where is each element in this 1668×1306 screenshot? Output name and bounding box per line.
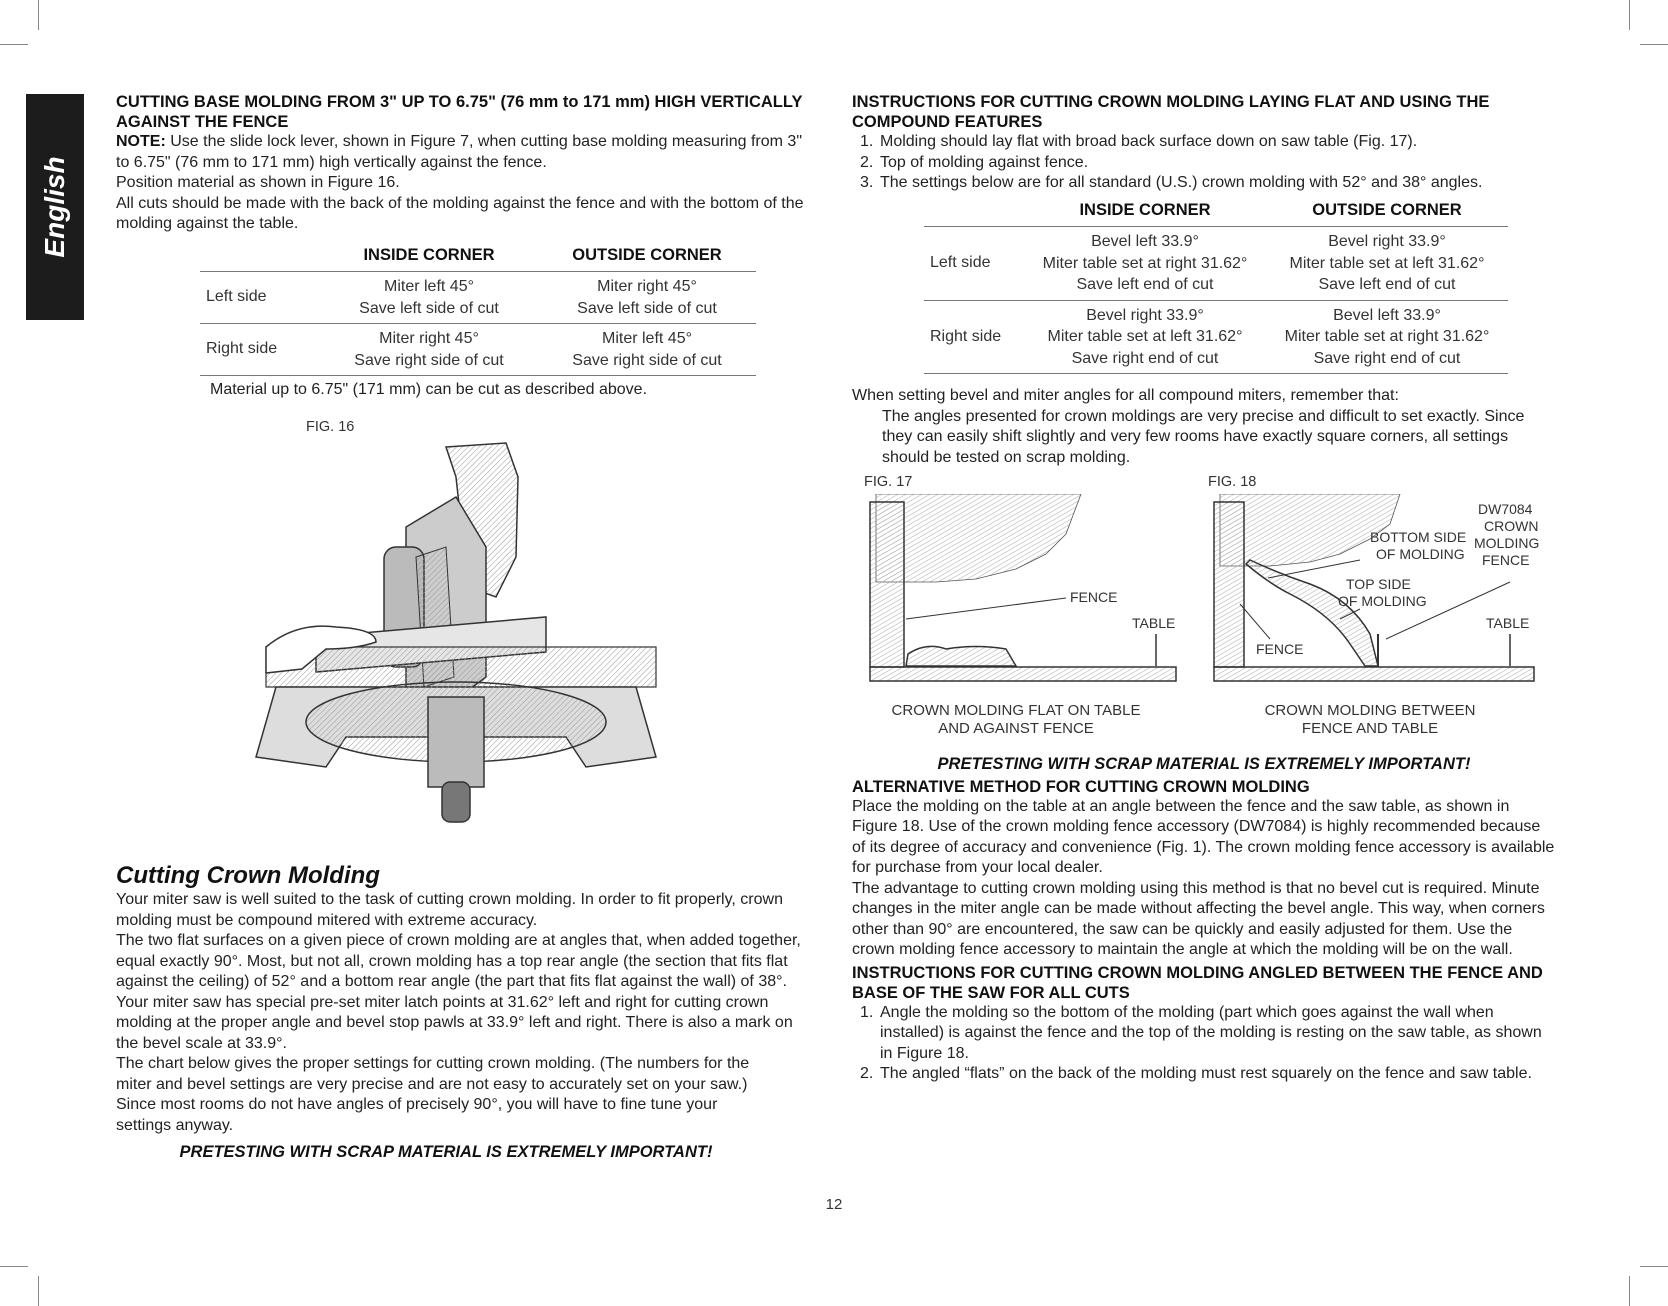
crown-paragraph-1: Your miter saw is well suited to the task of cutting crown molding. In order to fit properly, crown molding must be compound mitered with extreme accuracy. bbox=[116, 891, 783, 929]
base-molding-table bbox=[200, 241, 756, 377]
table-row bbox=[200, 272, 756, 324]
cell-line: Miter left 45° bbox=[602, 330, 692, 347]
table-row bbox=[200, 324, 756, 376]
language-tab bbox=[26, 94, 84, 320]
base-molding-heading: CUTTING BASE MOLDING FROM 3" UP TO 6.75" (76 mm to 171 mm) HIGH VERTICALLY AGAINST THE FENCE bbox=[116, 93, 803, 131]
cell-line: Miter table set at left 31.62° bbox=[1047, 328, 1243, 345]
fence-callout: FENCE bbox=[1070, 589, 1118, 605]
step-number: 1. bbox=[860, 1003, 874, 1021]
table-header bbox=[200, 241, 756, 272]
note-text: Use the slide lock lever, shown in Figure 7, when cutting base molding measuring from 3" to 6.75" (76 mm to 171 mm) high vertically against the fence. bbox=[116, 133, 802, 171]
alternative-paragraph-1: Place the molding on the table at an angle between the fence and the saw table, as shown in Figure 18. Use of the crown molding fence accessory (DW7084) is highly recommended because of its degree of accuracy and convenience (Fig. 1). The crown molding fence accessory is available for purchase from your local dealer. bbox=[852, 797, 1555, 876]
fig18-caption bbox=[1210, 702, 1530, 738]
cell-line: Save left end of cut bbox=[1076, 276, 1214, 293]
table-row bbox=[924, 300, 1508, 374]
remember-detail: The angles presented for crown moldings are very precise and difficult to set exactly. Since they can easily shift slightly and very few rooms have exactly square corners, all settings should be tested on scrap molding. bbox=[882, 407, 1525, 466]
compound-steps bbox=[852, 132, 1556, 194]
step-number: 1. bbox=[860, 133, 874, 150]
table-shape bbox=[1214, 667, 1534, 681]
outside-cell bbox=[538, 272, 756, 324]
fig17-diagram bbox=[866, 494, 1196, 694]
crop-mark bbox=[0, 44, 28, 45]
inside-cell bbox=[320, 324, 538, 376]
fence-leader bbox=[906, 598, 1066, 619]
row-side: Right side bbox=[200, 324, 320, 376]
step-number: 2. bbox=[860, 153, 874, 171]
position-paragraph: Position material as shown in Figure 16. bbox=[116, 174, 400, 191]
row-side: Right side bbox=[924, 300, 1024, 374]
inside-corner-header: INSIDE CORNER bbox=[320, 241, 538, 272]
table-callout: TABLE bbox=[1486, 615, 1530, 631]
step-text: The settings below are for all standard (U.S.) crown molding with 52° and 38° angles. bbox=[880, 174, 1483, 191]
crop-mark bbox=[1640, 1266, 1668, 1267]
pretesting-warning: PRETESTING WITH SCRAP MATERIAL IS EXTREMELY IMPORTANT! bbox=[937, 755, 1471, 773]
fig17-label: FIG. 17 bbox=[864, 474, 913, 490]
crop-mark bbox=[1629, 0, 1630, 30]
cell-line: Save right end of cut bbox=[1071, 349, 1219, 367]
inside-cell bbox=[1024, 227, 1266, 301]
cell-line: Bevel left 33.9° bbox=[1091, 233, 1199, 250]
bottom-side-label: OF MOLDING bbox=[1376, 546, 1465, 562]
fig18-label: FIG. 18 bbox=[1208, 474, 1257, 490]
page-number: 12 bbox=[825, 1196, 843, 1213]
caption-line: FENCE AND TABLE bbox=[1301, 720, 1439, 737]
dw-label: FENCE bbox=[1482, 552, 1530, 568]
crop-mark bbox=[1640, 44, 1668, 45]
inside-cell bbox=[320, 272, 538, 324]
top-side-label: TOP SIDE bbox=[1346, 576, 1411, 592]
alternative-paragraph-2: The advantage to cutting crown molding using this method is that no bevel cut is required. Minute changes in the miter angle can be made without affecting the bevel angle. This way, when corners other than 90° are encountered, the saw can be quickly and easily adjusted for them. Use the crown molding fence accessory to maintain the angle at which the molding will be on the wall. bbox=[852, 879, 1545, 958]
crop-mark bbox=[1629, 1276, 1630, 1306]
cell-line: Save right side of cut bbox=[572, 351, 722, 369]
crown-paragraph-2: The two flat surfaces on a given piece of crown molding are at angles that, when added together, equal exactly 90°. Most, but not all, crown molding has a top rear angle (the section that fits flat against the ceiling) of 52° and a bottom rear angle (the part that fits flat against the wall) of 38°. bbox=[116, 932, 801, 990]
cell-line: Bevel right 33.9° bbox=[1086, 306, 1204, 324]
cell-line: Save left side of cut bbox=[577, 299, 717, 317]
list-item bbox=[852, 1064, 1556, 1085]
cuts-paragraph: All cuts should be made with the back of the molding against the fence and with the bottom of the molding against the table. bbox=[116, 194, 804, 232]
cell-line: Miter table set at right 31.62° bbox=[1284, 328, 1490, 345]
cell-line: Save right side of cut bbox=[354, 351, 504, 369]
figures-row bbox=[852, 472, 1556, 737]
section-title: Cutting Crown Molding bbox=[116, 862, 380, 889]
fence-shape bbox=[1214, 502, 1244, 667]
alternative-method-heading: ALTERNATIVE METHOD FOR CUTTING CROWN MOLDING bbox=[852, 777, 1310, 796]
angled-heading: INSTRUCTIONS FOR CUTTING CROWN MOLDING ANGLED BETWEEN THE FENCE AND BASE OF THE SAW FOR ALL CUTS bbox=[852, 963, 1543, 1002]
cell-line: Miter right 45° bbox=[597, 278, 697, 295]
step-number: 3. bbox=[860, 174, 874, 191]
dw-label: CROWN bbox=[1484, 518, 1539, 534]
fig16-label: FIG. 16 bbox=[306, 418, 355, 435]
step-text: Angle the molding so the bottom of the molding (part which goes against the wall when installed) is against the fence and the top of the molding is resting on the saw table, as shown in Figure 18. bbox=[880, 1003, 1542, 1062]
miter-arm bbox=[428, 697, 484, 787]
outside-corner-header: OUTSIDE CORNER bbox=[538, 241, 756, 272]
inside-cell bbox=[1024, 300, 1266, 374]
caption-line: CROWN MOLDING BETWEEN bbox=[1264, 702, 1476, 719]
bottom-side-label: BOTTOM SIDE bbox=[1370, 529, 1467, 545]
saw-blade bbox=[876, 494, 1081, 582]
outside-cell bbox=[538, 324, 756, 376]
cell-line: Bevel left 33.9° bbox=[1333, 306, 1441, 324]
fence bbox=[266, 647, 656, 687]
fence-shape bbox=[870, 502, 904, 667]
miter-saw-illustration bbox=[206, 437, 706, 832]
language-tab-label: English bbox=[39, 156, 70, 258]
list-item bbox=[852, 132, 1556, 153]
step-text: Molding should lay flat with broad back surface down on saw table (Fig. 17). bbox=[880, 133, 1418, 150]
caption-line: AND AGAINST FENCE bbox=[938, 720, 1094, 737]
note-label: NOTE: bbox=[116, 133, 166, 150]
crown-paragraph-4: The chart below gives the proper settings for cutting crown molding. (The numbers for the miter and bevel settings are very precise and are not easy to accurately set on your saw.) Since most rooms do not have angles of precisely 90°, you will have to fine tune your settings anyway. bbox=[116, 1055, 750, 1134]
inside-corner-header: INSIDE CORNER bbox=[1024, 196, 1266, 227]
cell-line: Miter table set at left 31.62° bbox=[1289, 254, 1485, 272]
step-text: Top of molding against fence. bbox=[880, 153, 1089, 171]
cell-line: Bevel right 33.9° bbox=[1328, 233, 1446, 250]
step-number: 2. bbox=[860, 1065, 874, 1082]
cell-line: Miter right 45° bbox=[379, 330, 479, 347]
caption-line: CROWN MOLDING FLAT ON TABLE bbox=[891, 702, 1141, 719]
cell-line: Save right end of cut bbox=[1313, 349, 1461, 367]
row-side: Left side bbox=[200, 272, 320, 324]
dw-label: MOLDING bbox=[1474, 535, 1540, 551]
table-header bbox=[924, 196, 1508, 227]
list-item bbox=[852, 153, 1556, 174]
table-callout: TABLE bbox=[1132, 615, 1176, 631]
table-shape bbox=[870, 667, 1176, 681]
pretesting-warning: PRETESTING WITH SCRAP MATERIAL IS EXTREMELY IMPORTANT! bbox=[179, 1143, 713, 1161]
dw-label: DW7084 bbox=[1478, 501, 1533, 517]
cell-line: Miter left 45° bbox=[384, 278, 474, 295]
angled-steps bbox=[852, 1003, 1556, 1085]
miter-lock-knob bbox=[442, 782, 470, 822]
list-item bbox=[852, 173, 1556, 194]
fence-callout: FENCE bbox=[1256, 641, 1304, 657]
table-note: Material up to 6.75" (171 mm) can be cut as described above. bbox=[210, 381, 648, 398]
row-side: Left side bbox=[924, 227, 1024, 301]
fig17-caption bbox=[866, 702, 1166, 738]
left-column bbox=[116, 92, 816, 1163]
crown-settings-table bbox=[924, 196, 1508, 375]
compound-heading: INSTRUCTIONS FOR CUTTING CROWN MOLDING LAYING FLAT AND USING THE COMPOUND FEATURES bbox=[852, 93, 1490, 131]
table-row bbox=[924, 227, 1508, 301]
outside-cell bbox=[1266, 227, 1508, 301]
cell-line: Save left end of cut bbox=[1318, 276, 1456, 293]
cell-line: Miter table set at right 31.62° bbox=[1042, 254, 1248, 272]
outside-cell bbox=[1266, 300, 1508, 374]
crown-paragraph-3: Your miter saw has special pre-set miter latch points at 31.62° left and right for cutting crown molding at the proper angle and bevel stop pawls at 33.9° left and right. There is also a mark on the bevel scale at 33.9°. bbox=[116, 993, 793, 1052]
outside-corner-header: OUTSIDE CORNER bbox=[1266, 196, 1508, 227]
top-side-label: OF MOLDING bbox=[1338, 593, 1427, 609]
right-column bbox=[852, 92, 1556, 1085]
remember-paragraph: When setting bevel and miter angles for all compound miters, remember that: bbox=[852, 387, 1399, 404]
crop-mark bbox=[0, 1266, 28, 1267]
crop-mark bbox=[38, 0, 39, 30]
molding-shape bbox=[906, 646, 1016, 666]
fig18-diagram bbox=[1210, 494, 1550, 694]
crop-mark bbox=[38, 1276, 39, 1306]
step-text: The angled “flats” on the back of the molding must rest squarely on the fence and saw table. bbox=[880, 1065, 1532, 1082]
note-paragraph bbox=[116, 132, 816, 173]
cell-line: Save left side of cut bbox=[359, 299, 499, 317]
list-item bbox=[852, 1003, 1556, 1065]
